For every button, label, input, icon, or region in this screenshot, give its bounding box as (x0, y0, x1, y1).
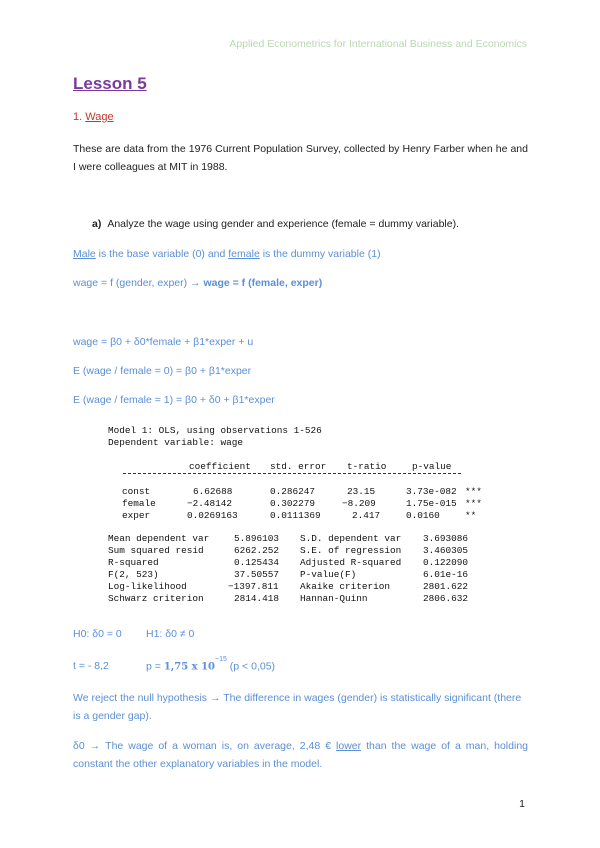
stat-label: R-squared (108, 557, 159, 568)
row-p: 1.75e-015 (406, 498, 457, 509)
model-title: Model 1: OLS, using observations 1-526 (108, 425, 322, 436)
question-a (92, 218, 459, 230)
stat-label: Akaike criterion (300, 581, 391, 592)
document-header: Applied Econometrics for International Business and Economics (229, 38, 527, 50)
section-title: Wage (85, 111, 114, 123)
page-number: 1 (519, 798, 525, 810)
p-math: 1,75 x 10 (163, 661, 216, 673)
stat-value: 2814.418 (234, 593, 280, 604)
base-variable-line (73, 248, 381, 260)
stat-value: 0.122090 (423, 557, 469, 568)
row-t: −8.209 (342, 498, 376, 509)
table-divider (123, 473, 461, 474)
stat-value: 6262.252 (234, 545, 280, 556)
section-number: 1. (73, 111, 83, 123)
row-name: const (122, 486, 151, 497)
p-exponent: −15 (215, 656, 227, 663)
question-label: a) (92, 218, 102, 230)
row-stars: ** (465, 510, 477, 521)
col-coefficient: coefficient (189, 461, 251, 472)
stat-value: 0.125434 (234, 557, 280, 568)
stat-label: Sum squared resid (108, 545, 204, 556)
stat-value: −1397.811 (228, 581, 279, 592)
delta-post: than the wage of a man, holding constant the other explanatory variables in the model. (73, 740, 528, 770)
row-coef: 0.0269163 (187, 510, 238, 521)
stat-value: 37.50557 (234, 569, 280, 580)
function-plain: wage = f (gender, exper) → (73, 277, 204, 289)
stat-value: 5.896103 (234, 533, 280, 544)
col-t-ratio: t-ratio (347, 461, 387, 472)
row-coef: 6.62688 (193, 486, 233, 497)
row-t: 2.417 (352, 510, 381, 521)
row-se: 0.0111369 (270, 510, 321, 521)
stat-label: Log-likelihood (108, 581, 187, 592)
p-prefix: p = (146, 660, 164, 673)
question-text: Analyze the wage using gender and experience (female = dummy variable). (107, 218, 460, 230)
stat-label: Mean dependent var (108, 533, 210, 544)
col-p-value: p-value (412, 461, 452, 472)
delta-pre: δ0 → The wage of a woman is, on average, 2,48 € (73, 740, 337, 752)
equation-1: wage = β0 + δ0*female + β1*exper + u (73, 336, 254, 348)
stat-value: 3.693086 (423, 533, 469, 544)
female-term: female (228, 248, 260, 260)
stat-label: S.E. of regression (300, 545, 402, 556)
base-text-2: is the dummy variable (1) (259, 248, 381, 260)
stat-label: P-value(F) (300, 569, 357, 580)
stat-label: Schwarz criterion (108, 593, 204, 604)
t-statistic: t = - 8,2 (73, 660, 109, 672)
equation-3: E (wage / female = 1) = β0 + δ0 + β1*exper (73, 394, 275, 406)
row-se: 0.286247 (270, 486, 316, 497)
model-dependent: Dependent variable: wage (108, 437, 244, 448)
stat-value: 2801.622 (423, 581, 469, 592)
col-std-error: std. error (270, 461, 327, 472)
lesson-title: Lesson 5 (73, 74, 147, 93)
section-heading (73, 111, 114, 123)
stat-value: 3.460305 (423, 545, 469, 556)
delta-lower: lower (336, 740, 362, 752)
p-suffix: (p < 0,05) (226, 660, 276, 673)
stat-label: Adjusted R-squared (300, 557, 402, 568)
reject-paragraph: We reject the null hypothesis → The difference in wages (gender) is statistically significant (there is a gender gap). (73, 692, 522, 722)
hypothesis-h0: H0: δ0 = 0 (73, 628, 122, 640)
stat-value: 2806.632 (423, 593, 469, 604)
p-value-line (146, 656, 276, 673)
intro-paragraph: These are data from the 1976 Current Population Survey, collected by Henry Farber when he and I were colleagues at MIT in 1988. (73, 143, 528, 173)
stat-value: 6.01e-16 (423, 569, 469, 580)
male-term: Male (73, 248, 96, 260)
row-coef: −2.48142 (187, 498, 233, 509)
function-bold: wage = f (female, exper) (203, 277, 323, 289)
stat-label: S.D. dependent var (300, 533, 402, 544)
row-p: 0.0160 (406, 510, 440, 521)
base-text-1: is the base variable (0) and (95, 248, 229, 260)
hypothesis-h1: H1: δ0 ≠ 0 (146, 628, 195, 640)
equation-2: E (wage / female = 0) = β0 + β1*exper (73, 365, 252, 377)
row-stars: *** (465, 498, 482, 509)
row-stars: *** (465, 486, 482, 497)
stat-label: Hannan-Quinn (300, 593, 368, 604)
row-name: female (122, 498, 156, 509)
row-p: 3.73e-082 (406, 486, 457, 497)
stat-label: F(2, 523) (108, 569, 159, 580)
row-t: 23.15 (347, 486, 376, 497)
delta-paragraph (73, 737, 528, 773)
row-se: 0.302279 (270, 498, 316, 509)
function-line (73, 277, 322, 289)
row-name: exper (122, 510, 151, 521)
